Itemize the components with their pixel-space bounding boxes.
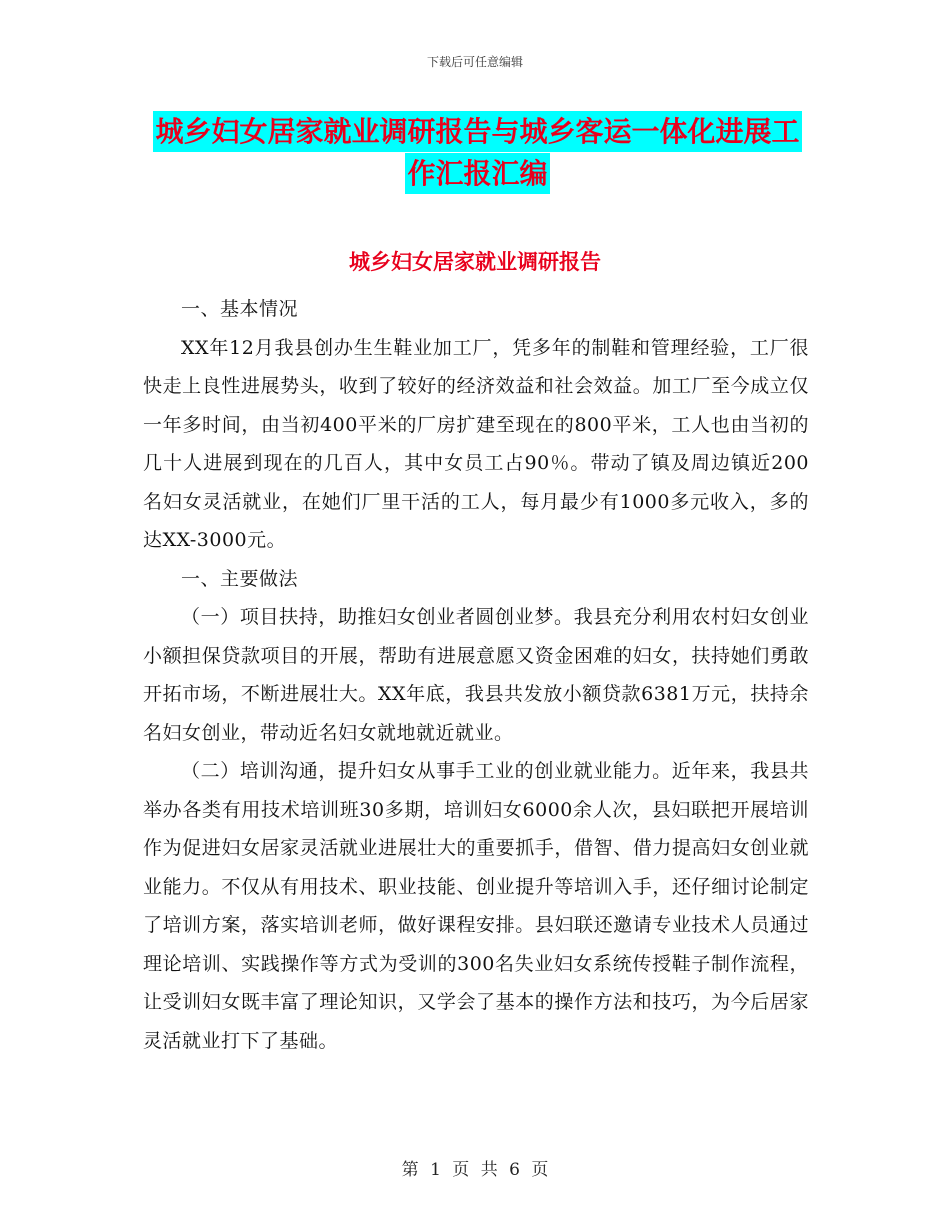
paragraph-project-support: （一）项目扶持，助推妇女创业者圆创业梦。我县充分利用农村妇女创业小额担保贷款项目的开展，帮助有进展意愿又资金困难的妇女，扶持她们勇敢开拓市场，不断进展壮大。XX年底，我县共发放小额贷款6381万元，扶持余名妇女创业，带动近名妇女就地就近就业。 xyxy=(143,606,809,744)
page-footer: 第 1 页 共 6 页 xyxy=(401,1160,549,1180)
heading-basic-situation: 一、基本情况 xyxy=(181,298,299,320)
paragraph-training: （二）培训沟通，提升妇女从事手工业的创业就业能力。近年来，我县共举办各类有用技术培训班30多期，培训妇女6000余人次，县妇联把开展培训作为促进妇女居家灵活就业进展壮大的重要抓手，借智、借力提高妇女创业就业能力。不仅从有用技术、职业技能、创业提升等培训入手，还仔细讨论制定了培训方案，落实培训老师，做好课程安排。县妇联还邀请专业技术人员通过理论培训、实践操作等方式为受训的300名失业妇女系统传授鞋子制作流程，让受训妇女既丰富了理论知识，又学会了基本的操作方法和技巧，为今后居家灵活就业打下了基础。 xyxy=(143,760,809,1052)
document-title-line-2 xyxy=(140,148,815,200)
title-highlight-1: 城乡妇女居家就业调研报告与城乡客运一体化进展工 xyxy=(153,111,801,152)
header-note: 下载后可任意编辑 xyxy=(426,55,523,69)
body-text xyxy=(143,290,809,1060)
section-title: 城乡妇女居家就业调研报告 xyxy=(349,250,601,274)
heading-main-methods: 一、主要做法 xyxy=(181,567,299,590)
paragraph-factory: XX年12月我县创办生生鞋业加工厂，凭多年的制鞋和管理经验，工厂很快走上良性进展势头，收到了较好的经济效益和社会效益。加工厂至今成立仅一年多时间，由当初400平米的厂房扩建至现在的800平米，工人也由当初的几十人进展到现在的几百人，其中女员工占90％。带动了镇及周边镇近200名妇女灵活就业，在她们厂里干活的工人，每月最少有1000多元收入，多的达XX-3000元。 xyxy=(143,336,809,551)
title-highlight-2: 作汇报汇编 xyxy=(405,153,549,194)
